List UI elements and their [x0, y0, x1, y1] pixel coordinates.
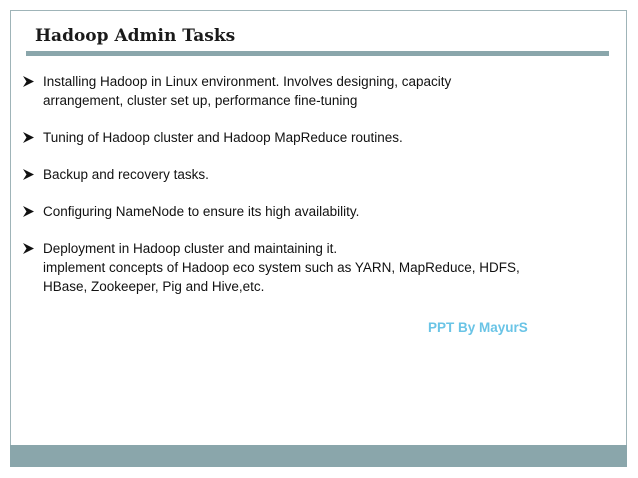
bullet-text-line: implement concepts of Hadoop eco system such as YARN, MapReduce, HDFS,	[43, 260, 520, 275]
title-underline-bar	[26, 51, 609, 56]
footer-bar	[10, 445, 627, 467]
slide-title: Hadoop Admin Tasks	[35, 26, 236, 46]
arrowhead-bullet-icon	[23, 239, 35, 258]
arrowhead-bullet-icon	[23, 202, 35, 221]
bullet-text-line: Tuning of Hadoop cluster and Hadoop MapReduce routines.	[43, 130, 403, 145]
bullet-item	[23, 128, 583, 147]
bullet-text-line: Installing Hadoop in Linux environment. Involves designing, capacity	[43, 74, 452, 89]
bullet-item	[23, 72, 583, 110]
bullet-text-line: arrangement, cluster set up, performance fine-tuning	[43, 93, 358, 108]
bullet-text-line: Deployment in Hadoop cluster and maintaining it.	[43, 241, 338, 256]
bullet-list	[23, 72, 583, 314]
bullet-item	[23, 202, 583, 221]
bullet-text-line: HBase, Zookeeper, Pig and Hive,etc.	[43, 279, 265, 294]
arrowhead-bullet-icon	[23, 128, 35, 147]
bullet-item	[23, 239, 583, 296]
bullet-item	[23, 165, 583, 184]
bullet-text-line: Backup and recovery tasks.	[43, 167, 209, 182]
arrowhead-bullet-icon	[23, 72, 35, 91]
author-credit: PPT By MayurS	[428, 320, 528, 335]
arrowhead-bullet-icon	[23, 165, 35, 184]
bullet-text-line: Configuring NameNode to ensure its high availability.	[43, 204, 360, 219]
